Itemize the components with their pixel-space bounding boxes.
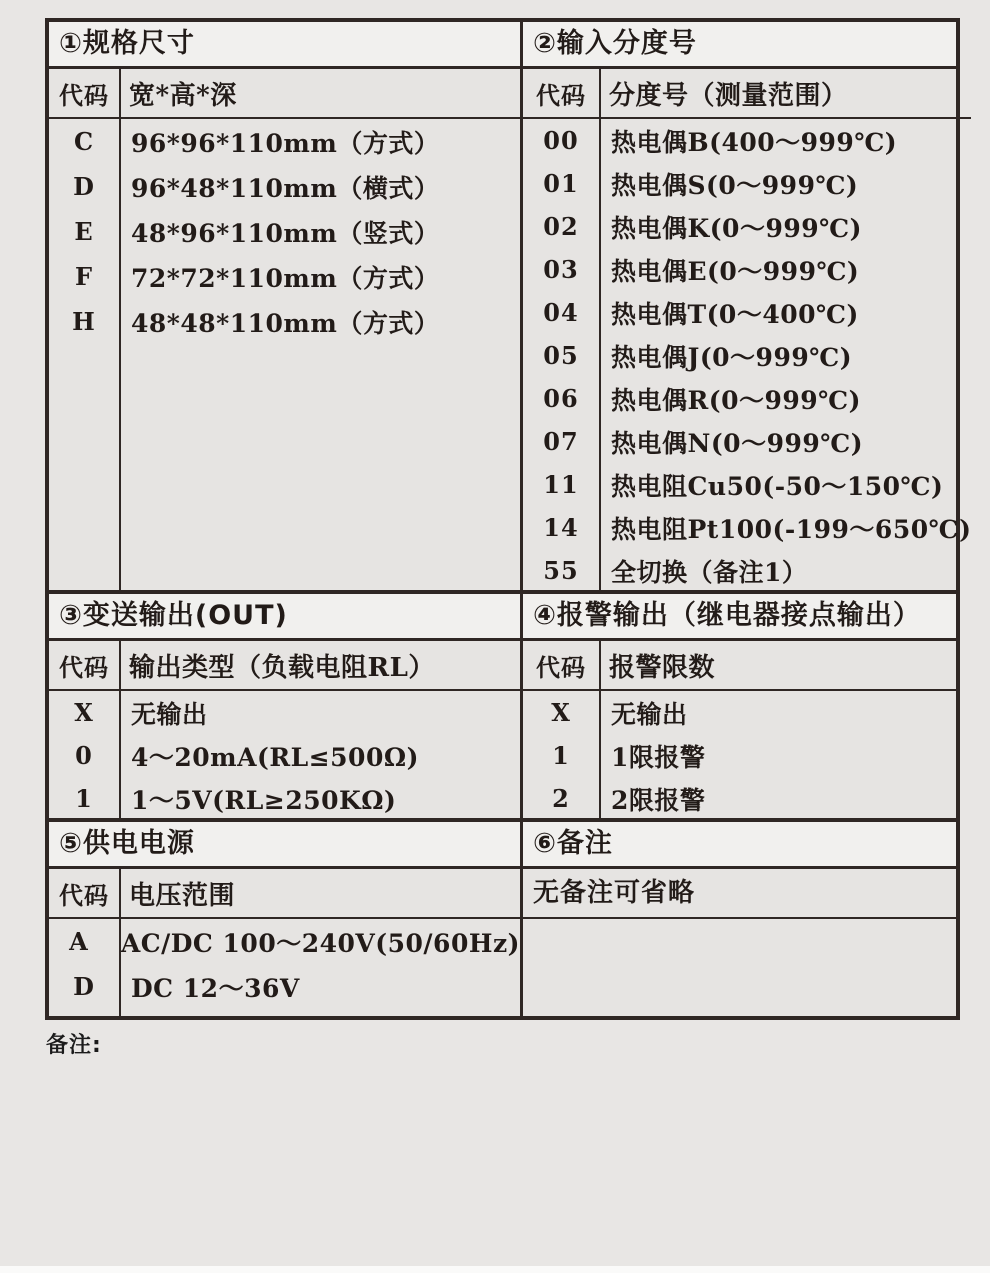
- table-row: [523, 506, 971, 549]
- table-row: [49, 919, 520, 964]
- table-row: [49, 164, 520, 209]
- table-row: [49, 777, 520, 820]
- selection-spec-sheet: [45, 18, 972, 1020]
- table-row: [49, 691, 520, 734]
- row-desc: 热电偶R(0～999℃): [611, 385, 861, 415]
- section-power-title: ⑤供电电源: [49, 822, 520, 866]
- table-row: [49, 254, 520, 299]
- input-col-code: 代码: [536, 80, 586, 110]
- table-row: [523, 549, 971, 592]
- row-desc: 48*48*110mm（方式）: [131, 308, 440, 338]
- input-table-body: [523, 119, 971, 592]
- output-table: [49, 641, 520, 820]
- table-row: [49, 299, 520, 344]
- table-row: [523, 291, 971, 334]
- output-col-code: 代码: [59, 652, 109, 682]
- spec-table-header: [49, 69, 520, 119]
- output-col-value: 输出类型（负载电阻RL）: [129, 652, 435, 683]
- body-row-1: [49, 69, 972, 590]
- row-code: C: [73, 127, 95, 156]
- band-row-2: [49, 590, 956, 641]
- row-desc: 热电偶J(0～999℃): [611, 342, 853, 372]
- row-code: 11: [543, 470, 579, 499]
- spec-col-value: 宽*高*深: [129, 80, 237, 111]
- row-code: X: [74, 698, 94, 727]
- table-row: [523, 691, 956, 734]
- section-alarm-title: ④报警输出（继电器接点输出）: [520, 594, 956, 638]
- row-desc: 2限报警: [611, 785, 706, 815]
- power-table-body: [49, 919, 520, 1016]
- table-row: [523, 162, 971, 205]
- row-code: 06: [543, 384, 579, 413]
- table-row: [49, 734, 520, 777]
- footnotes: [46, 1028, 956, 1079]
- row-desc: 无输出: [611, 699, 688, 729]
- row-code: 14: [543, 513, 579, 542]
- row-code: X: [551, 698, 571, 727]
- row-code: 03: [543, 255, 579, 284]
- row-code: D: [73, 172, 95, 201]
- input-table-header: [523, 69, 971, 119]
- row-code: F: [74, 262, 94, 291]
- row-desc: 无输出: [131, 699, 208, 729]
- table-row: [523, 248, 971, 291]
- remark-empty: [523, 919, 956, 1016]
- input-col-value: 分度号（测量范围）: [609, 80, 848, 111]
- table-row: [523, 420, 971, 463]
- row-desc: 72*72*110mm（方式）: [131, 263, 440, 293]
- table-row: [523, 734, 956, 777]
- row-code: 1: [75, 784, 93, 813]
- row-code: 55: [543, 556, 579, 585]
- row-desc: 热电偶S(0～999℃): [611, 170, 859, 200]
- table-row: [49, 209, 520, 254]
- table-row: [523, 377, 971, 420]
- spec-col-code: 代码: [59, 80, 109, 110]
- row-code: E: [74, 217, 94, 246]
- spec-table-body: [49, 119, 520, 592]
- remark-note: 无备注可省略: [523, 869, 956, 919]
- row-desc: 全切换（备注1）: [611, 557, 808, 587]
- alarm-table: [520, 641, 956, 820]
- table-row: [523, 463, 971, 506]
- row-code: 01: [543, 169, 579, 198]
- table-row: [523, 119, 971, 162]
- row-desc: 96*48*110mm（横式）: [131, 173, 440, 203]
- section-output-title: ③变送输出(OUT): [49, 594, 520, 638]
- table-row: [523, 334, 971, 377]
- row-desc: DC 12～36V: [131, 973, 300, 1003]
- row-desc: 1限报警: [611, 742, 706, 772]
- row-desc: 4～20mA(RL≤500Ω): [131, 742, 419, 772]
- body-row-2: [49, 641, 956, 818]
- alarm-table-header: [523, 641, 956, 691]
- row-desc: 96*96*110mm（方式）: [131, 128, 440, 158]
- row-desc: 热电偶N(0～999℃): [611, 428, 864, 458]
- section-input-title: ②输入分度号: [520, 22, 956, 66]
- table-row: [523, 777, 956, 820]
- footnotes-title: 备注:: [46, 1033, 102, 1058]
- row-code: H: [72, 307, 96, 336]
- row-code: 1: [552, 741, 570, 770]
- body-row-3: [49, 869, 956, 1016]
- alarm-table-body: [523, 691, 956, 820]
- table-row: [49, 119, 520, 164]
- band-row-3: [49, 818, 956, 869]
- row-desc: AC/DC 100～240V(50/60Hz): [120, 928, 520, 958]
- input-table: [520, 69, 971, 592]
- bottom-strip: [0, 1266, 990, 1273]
- power-col-code: 代码: [59, 880, 109, 910]
- table-row: [49, 964, 520, 1009]
- spec-table: [49, 69, 520, 592]
- row-code: D: [73, 972, 95, 1001]
- row-desc: 热电偶T(0～400℃): [611, 299, 859, 329]
- alarm-col-value: 报警限数: [609, 652, 716, 683]
- row-code: A: [69, 927, 89, 956]
- remark-cell: [520, 869, 956, 1016]
- row-code: 07: [543, 427, 579, 456]
- row-code: 04: [543, 298, 579, 327]
- row-code: 05: [543, 341, 579, 370]
- alarm-col-code: 代码: [536, 652, 586, 682]
- output-table-body: [49, 691, 520, 820]
- row-code: 2: [552, 784, 570, 813]
- band-row-1: [49, 22, 956, 69]
- row-desc: 48*96*110mm（竖式）: [131, 218, 440, 248]
- table-row: [523, 205, 971, 248]
- power-col-value: 电压范围: [129, 880, 236, 911]
- power-table: [49, 869, 520, 1016]
- row-desc: 1～5V(RL≥250KΩ): [131, 785, 397, 815]
- row-desc: 热电偶B(400～999℃): [611, 127, 898, 157]
- section-remark-title: ⑥备注: [520, 822, 956, 866]
- output-table-header: [49, 641, 520, 691]
- row-desc: 热电偶E(0～999℃): [611, 256, 860, 286]
- power-table-header: [49, 869, 520, 919]
- row-desc: 热电阻Pt100(-199～650℃): [611, 514, 972, 544]
- row-desc: 热电偶K(0～999℃): [611, 213, 862, 243]
- row-desc: 热电阻Cu50(-50～150℃): [611, 471, 944, 501]
- section-spec-title: ①规格尺寸: [49, 22, 520, 66]
- row-code: 0: [75, 741, 93, 770]
- row-code: 02: [543, 212, 579, 241]
- row-code: 00: [543, 126, 579, 155]
